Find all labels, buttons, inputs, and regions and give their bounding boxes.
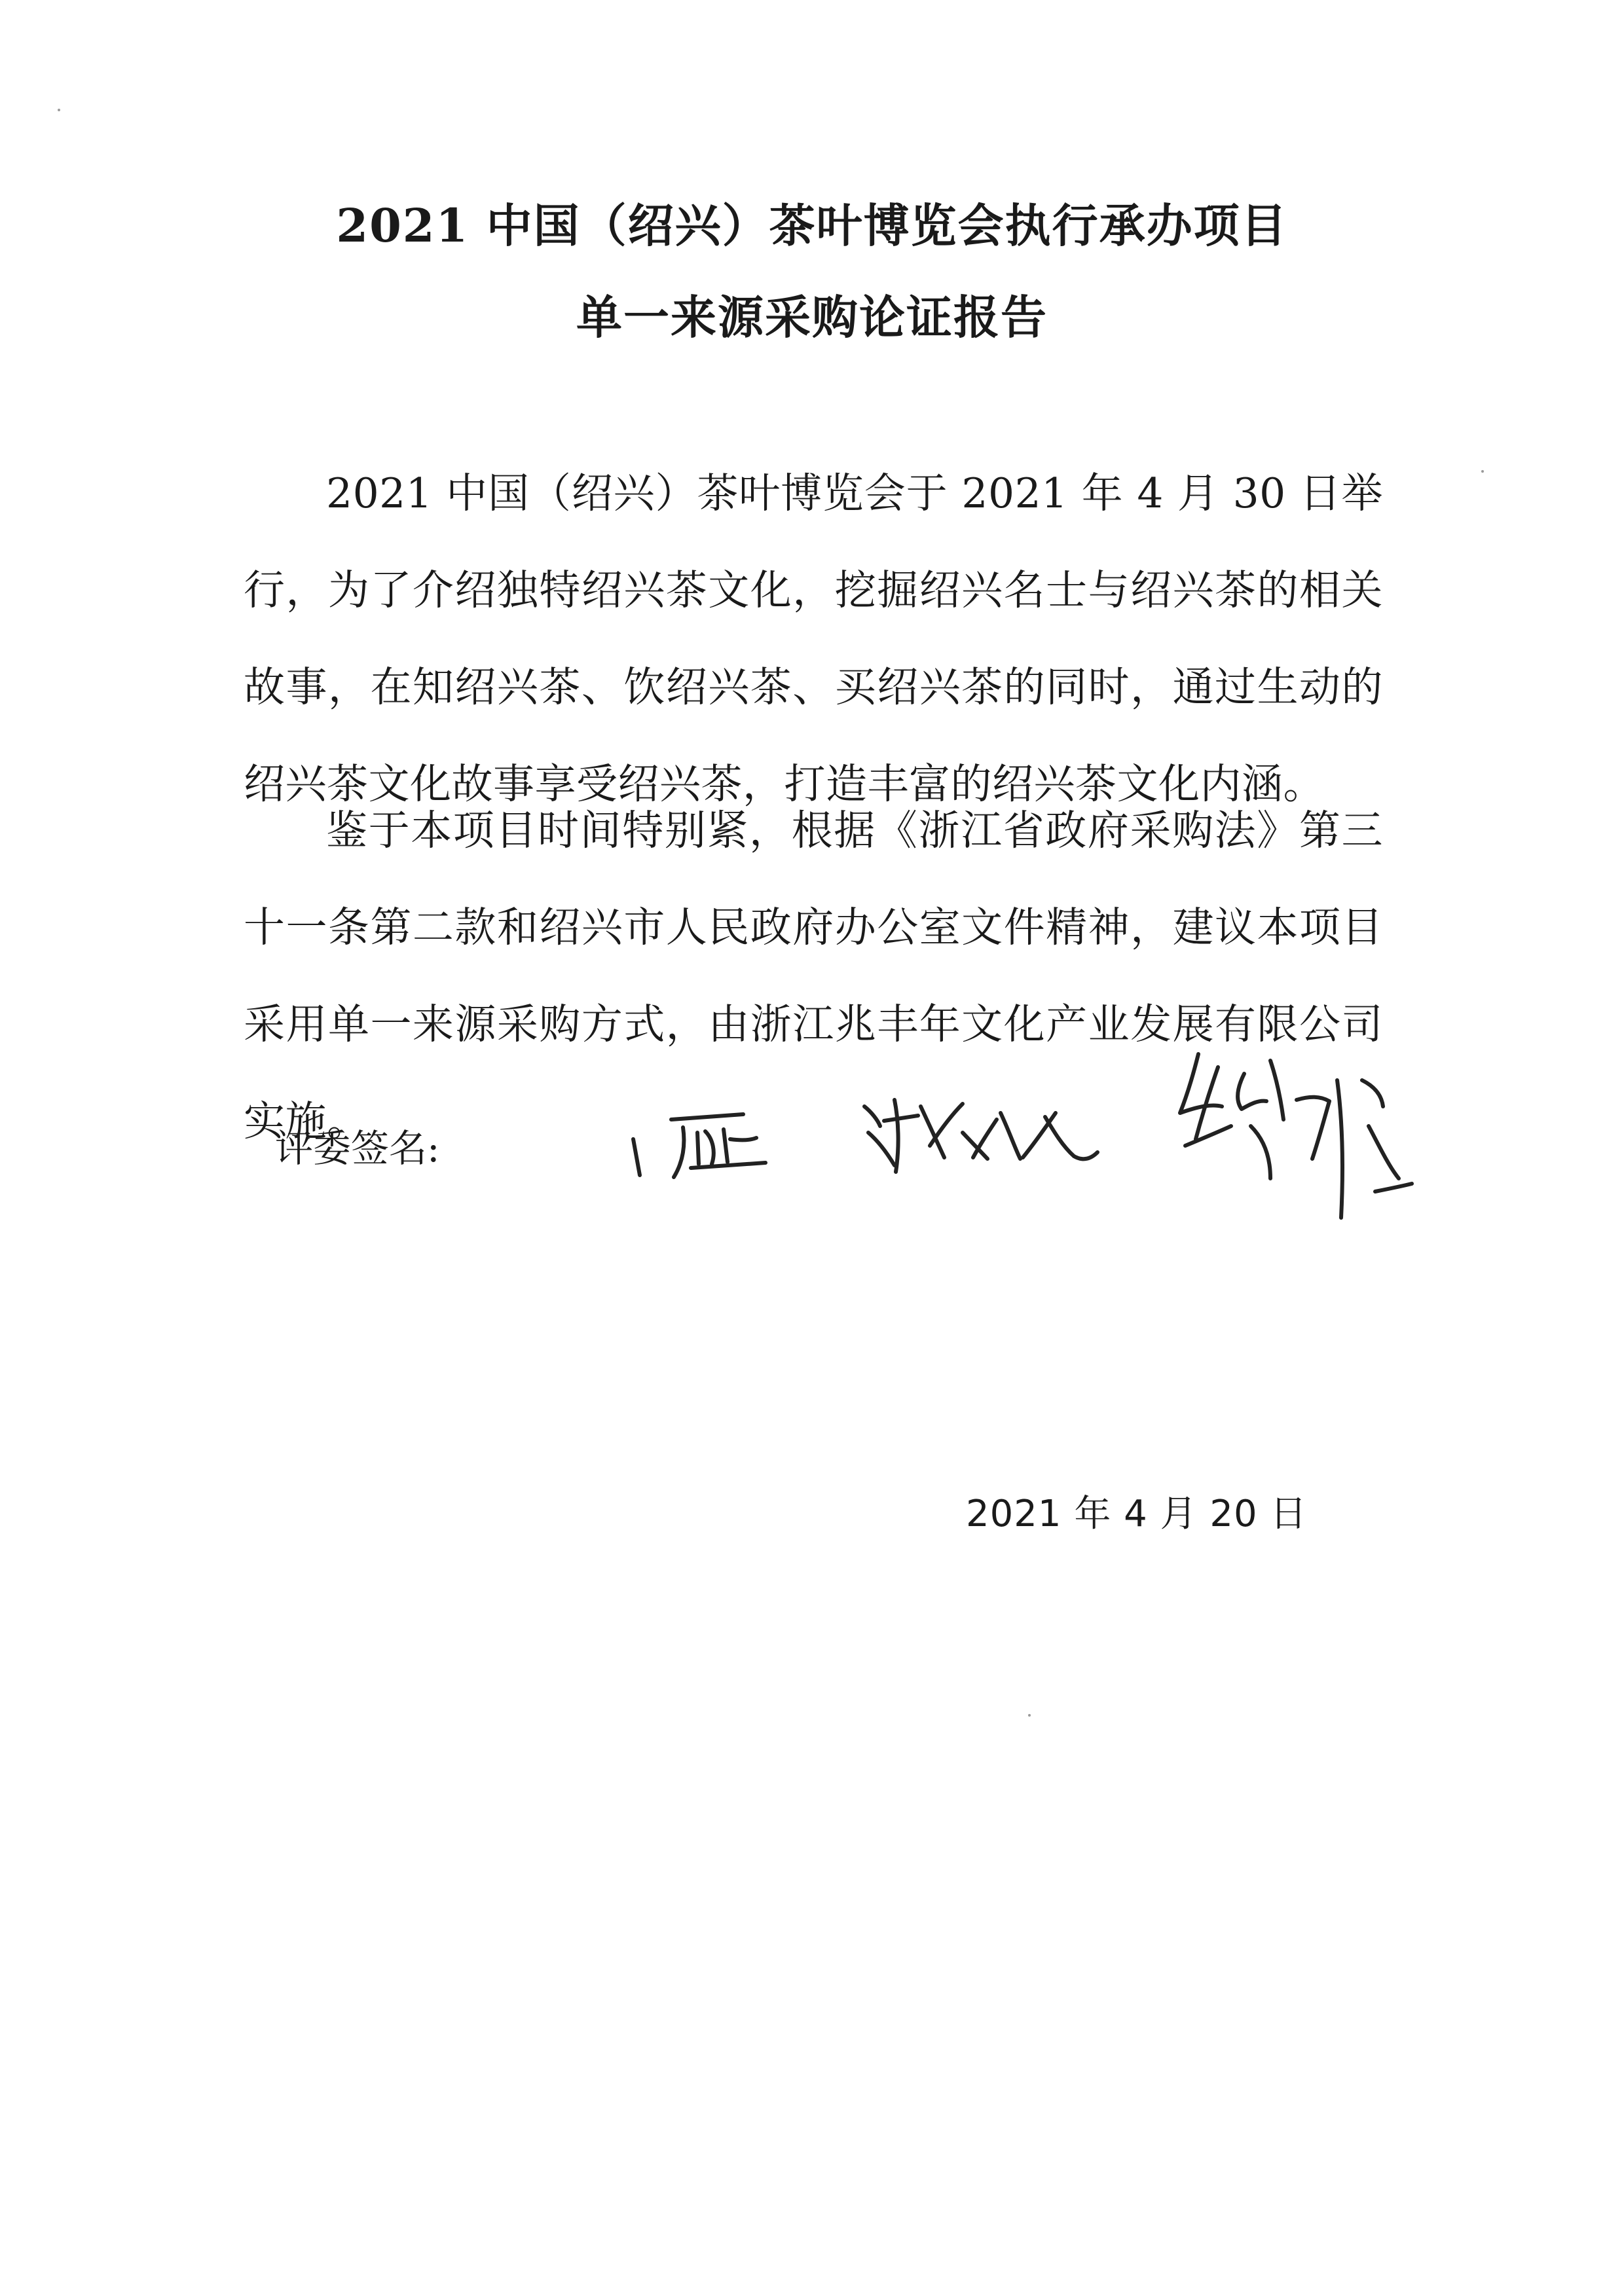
signature-label: 评委签名: (275, 1126, 440, 1171)
document-date: 2021 年 4 月 20 日 (966, 1493, 1308, 1535)
document-title-line-2: 单一来源采购论证报告 (576, 290, 1048, 344)
document-title-line-1: 2021 中国（绍兴）茶叶博览会执行承办项目 (336, 198, 1288, 253)
signature-3-drawing (1172, 1041, 1421, 1257)
scan-speck (58, 109, 60, 111)
signature-3 (1172, 1041, 1421, 1257)
body-paragraph-1: 2021 中国（绍兴）茶叶博览会于 2021 年 4 月 30 日举行，为了介绍独特绍兴茶文化，挖掘绍兴名士与绍兴茶的相关故事，在知绍兴茶、饮绍兴茶、买绍兴茶的同时，通过生动的绍兴茶文化故事享受绍兴茶，打造丰富的绍兴茶文化内涵。 (244, 469, 1383, 808)
signature-2 (858, 1080, 1107, 1185)
signature-1-drawing (625, 1100, 796, 1185)
body-paragraph-2: 鉴于本项目时间特别紧，根据《浙江省政府采购法》第三十一条第二款和绍兴市人民政府办公室文件精神，建议本项目采用单一来源采购方式，由浙江兆丰年文化产业发展有限公司实施。 (244, 807, 1383, 1145)
scan-speck (1481, 470, 1484, 473)
scan-speck (1028, 1714, 1031, 1717)
signature-2-drawing (858, 1080, 1107, 1185)
signature-1 (625, 1100, 796, 1185)
